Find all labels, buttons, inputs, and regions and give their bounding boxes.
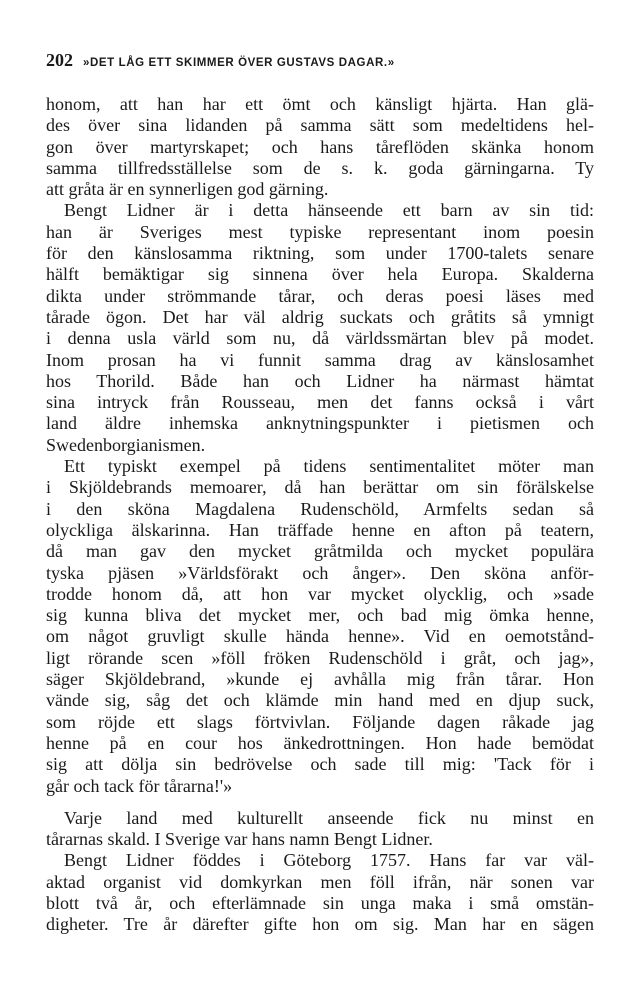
text-line: land äldre inhemska anknytningspunkter i pietismen och bbox=[46, 413, 594, 434]
text-line: blott två år, och efterlämnade sin unga maka i små omstän- bbox=[46, 892, 594, 913]
running-title: »DET LÅG ETT SKIMMER ÖVER GUSTAVS DAGAR.» bbox=[83, 57, 395, 69]
page-number: 202 bbox=[46, 50, 73, 70]
body-text bbox=[46, 94, 594, 936]
text-line: sig kunna bliva det mycket mer, och bad mig ömka henne, bbox=[46, 605, 594, 626]
text-line: digheter. Tre år därefter gifte hon om sig. Man har en sägen bbox=[46, 914, 594, 935]
text-line: för den känslosamma riktning, som under 1700-talets senare bbox=[46, 243, 594, 264]
text-line: aktad organist vid domkyrkan men föll ifrån, när sonen var bbox=[46, 871, 594, 892]
text-line: Swedenborgianismen. bbox=[46, 434, 206, 455]
text-line: ligt rörande scen »föll fröken Rudenschöld i gråt, och jag», bbox=[46, 647, 594, 668]
text-line: som röjde ett slags förtvivlan. Följande dagen råkade jag bbox=[46, 711, 594, 732]
text-line: samma tillfredsställelse som de s. k. goda gärningarna. Ty bbox=[46, 157, 594, 178]
text-line: att gråta är en synnerligen god gärning. bbox=[46, 179, 329, 200]
text-line: hos Thorild. Både han och Lidner ha närmast hämtat bbox=[46, 370, 594, 391]
text-line: des över sina lidanden på samma sätt som medeltidens hel- bbox=[46, 115, 594, 136]
text-line: går och tack för tårarna!'» bbox=[46, 775, 233, 796]
text-line: tyska pjäsen »Världsförakt och ånger». Den sköna anför- bbox=[46, 562, 594, 583]
text-line: hälft bemäktigar sig sinnena över hela Europa. Skalderna bbox=[46, 264, 594, 285]
text-line: säger Skjöldebrand, »kunde ej avhålla mig från tårar. Hon bbox=[46, 669, 594, 690]
text-line: i den sköna Magdalena Rudenschöld, Armfelts sedan så bbox=[46, 498, 594, 519]
paragraph-gap bbox=[46, 797, 594, 808]
text-line: olyckliga älskarinna. Han träffade henne en afton på teatern, bbox=[46, 519, 594, 540]
text-line: gon över martyrskapet; och hans tåreflöden skänka honom bbox=[46, 136, 594, 157]
book-page bbox=[46, 50, 594, 936]
text-line: sina intryck från Rousseau, men det fanns också i vårt bbox=[46, 392, 594, 413]
text-line: om något gruvligt skulle hända henne». Vid en oemotstånd- bbox=[46, 626, 594, 647]
text-line: då man gav den mycket gråtmilda och mycket populära bbox=[46, 541, 594, 562]
text-line: Inom prosan ha vi funnit samma drag av känslosamhet bbox=[46, 349, 594, 370]
text-line: Bengt Lidner föddes i Göteborg 1757. Hans far var väl- bbox=[64, 850, 594, 871]
page-header bbox=[46, 50, 594, 72]
text-line: i denna usla värld som nu, då världssmärtan blev på modet. bbox=[46, 328, 594, 349]
text-line: vände sig, såg det och klämde min hand med en djup suck, bbox=[46, 690, 594, 711]
text-line: henne på en cour hos änkedrottningen. Hon hade bemödat bbox=[46, 732, 594, 753]
text-line: Varje land med kulturellt anseende fick nu minst en bbox=[64, 807, 594, 828]
text-line: i Skjöldebrands memoarer, då han berättar om sin förälskelse bbox=[46, 477, 594, 498]
text-line: tårarnas skald. I Sverige var hans namn Bengt Lidner. bbox=[46, 829, 433, 850]
text-line: trodde honom då, att hon var mycket olycklig, och »sade bbox=[46, 583, 594, 604]
text-line: sig att dölja sin bedrövelse och sade till mig: 'Tack för i bbox=[46, 754, 594, 775]
text-line: tårade ögon. Det har väl aldrig suckats och gråtits så ymnigt bbox=[46, 306, 594, 327]
text-line: honom, att han har ett ömt och känsligt hjärta. Han glä- bbox=[46, 94, 594, 114]
text-line: dikta under strömmande tårar, och deras poesi läses med bbox=[46, 285, 594, 306]
text-line: han är Sveriges mest typiske representant inom poesin bbox=[46, 221, 594, 242]
text-line: Ett typiskt exempel på tidens sentimentalitet möter man bbox=[64, 456, 594, 477]
text-line: Bengt Lidner är i detta hänseende ett barn av sin tid: bbox=[64, 200, 594, 221]
